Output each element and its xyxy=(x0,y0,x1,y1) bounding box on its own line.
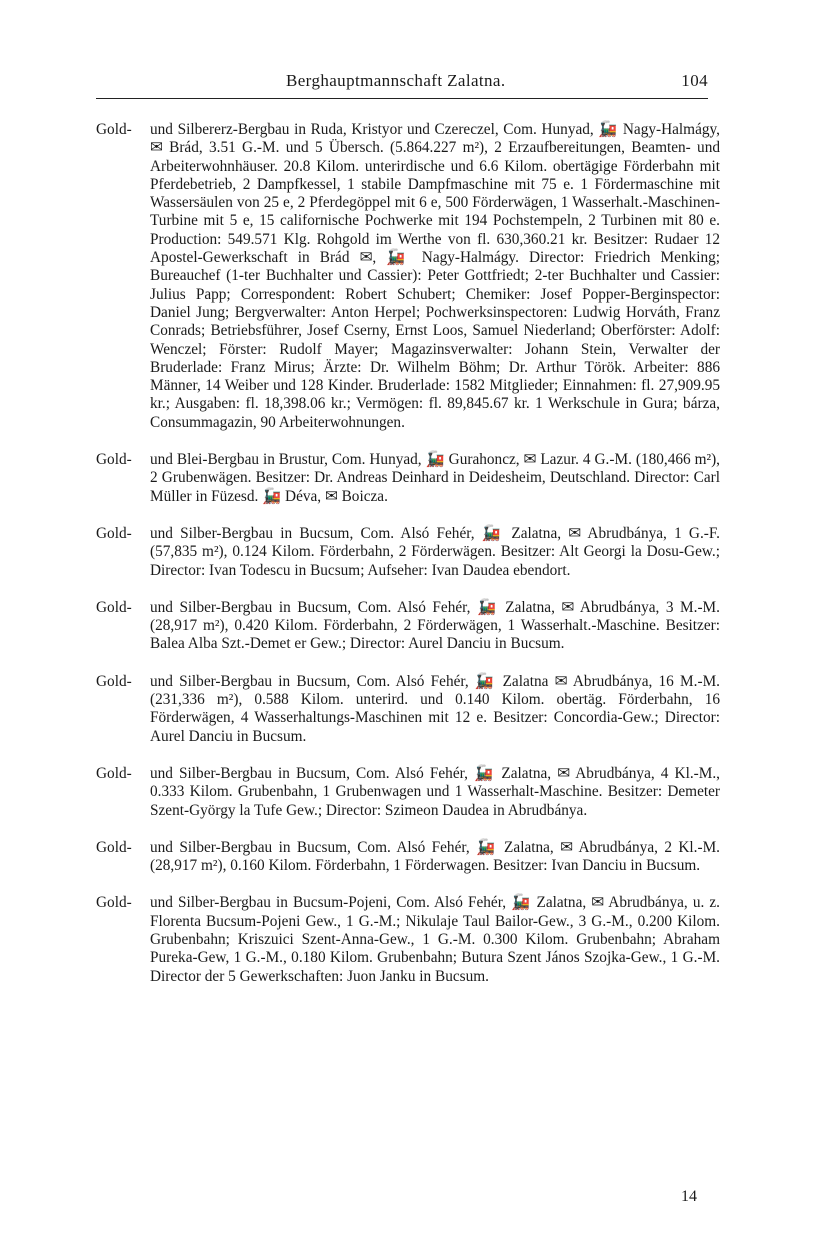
entry-lead: Gold- xyxy=(96,121,132,138)
entry-bucsum-pojeni xyxy=(96,894,720,985)
entry-text: und Silber-Bergbau in Bucsum, Com. Alsó Fehér, 🚂 Zalatna, ✉ Abrudbánya, 3 M.-M. (28,917 m²), 0.420 Kilom. Förderbahn, 2 Förderwägen, 1 Wasserhalt.-Maschine. Besitzer: Balea Alba Szt.-Demet er Gew.; Director: Aurel Danciu in Bucsum. xyxy=(150,598,720,653)
entry-bucsum-5 xyxy=(96,839,720,876)
entry-text: und Silber-Bergbau in Bucsum, Com. Alsó Fehér, 🚂 Zalatna, ✉ Abrudbánya, 1 G.-F. (57,835 m²), 0.124 Kilom. Förderbahn, 2 Förderwägen. Besitzer: Alt Georgi la Dosu-Gew.; Director: Ivan Todescu in Bucsum; Aufseher: Ivan Daudea ebendort. xyxy=(150,524,720,579)
page-number: 104 xyxy=(681,71,708,90)
entry-text: und Silber-Bergbau in Bucsum-Pojeni, Com. Alsó Fehér, 🚂 Zalatna, ✉ Abrudbánya, u. z. Florenta Bucsum-Pojeni Gew., 1 G.-M.; Nikulaje Taul Bailor-Gew., 3 G.-M., 0.200 Kilom. Grubenbahn; Kriszuici Szent-Anna-Gew., 1 G.-M. 0.300 Kilom. Grubenbahn; Abraham Pureka-Gew, 1 G.-M., 0.180 Kilom. Grubenbahn; Butura Szent János Szojka-Gew., 1 G.-M. Director der 5 Gewerkschaften: Juon Janku in Bucsum. xyxy=(150,894,720,985)
running-title: Berghauptmannschaft Zalatna. xyxy=(286,71,506,90)
entry-lead: Gold- xyxy=(96,524,132,542)
entry-bucsum-3 xyxy=(96,673,720,746)
entry-lead: Gold- xyxy=(96,838,132,856)
entry-lead: Gold- xyxy=(96,672,132,690)
entry-bucsum-2 xyxy=(96,599,720,654)
entry-lead: Gold- xyxy=(96,598,132,616)
entry-text: und Silbererz-Bergbau in Ruda, Kristyor und Czereczel, Com. Hunyad, 🚂 Nagy-Halmágy, ✉ Brád, 3.51 G.-M. und 5 Übersch. (5.864.227 m²), 2 Erzaufbereitungen, Beamten- und Arbeiterwohnhäuser. 20.8 Kilom. unterirdische und 6.6 Kilom. obertägige Förderbahn mit Pferdebetrieb, 2 Dampfkessel, 1 stabile Dampfmaschine mit 75 e. 1 Fördermaschine mit Wassersäulen von 25 e, 2 Pferdegöppel mit 6 e, 500 Förderwägen, 1 Wasserhalt.-Maschinen-Turbine mit 5 e, 15 californische Pochwerke mit 194 Pochstempeln, 2 Turbinen mit 80 e. Production: 549.571 Klg. Rohgold im Werthe von fl. 630,360.21 kr. Besitzer: Rudaer 12 Apostel-Gewerkschaft in Brád ✉, 🚂 Nagy-Halmágy. Director: Friedrich Menking; Bureauchef (1-ter Buchhalter und Cassier): Peter Gottfriedt; 2-ter Buchhalter und Cassier: Julius Papp; Correspondent: Robert Schubert; Chemiker: Josef Popper-Berginspector: Daniel Jung; Bergverwalter: Anton Herpel; Pochwerksinspectoren: Ludwig Horváth, Franz Conrads; Betriebsführer, Josef Cserny, Ernst Loos, Samuel Niederland; Oberförster: Adolf: Wenczel; Förster: Rudolf Mayer; Magazinsverwalter: Johann Stein, Verwalter der Bruderlade: Franz Mirus; Ärzte: Dr. Wilhelm Böhm; Dr. Arthur Török. Arbeiter: 886 Männer, 14 Weiber und 128 Kinder. Bruderlade: 1582 Mitglieder; Einnahmen: fl. 27,909.95 kr.; Ausgaben: fl. 18,398.06 kr.; Vermögen: fl. 89,845.67 kr. 1 Werkschule in Gura; bárza, Consummagazin, 90 Arbeiterwohnungen. xyxy=(150,121,720,431)
entry-bucsum-1 xyxy=(96,525,720,580)
entry-list xyxy=(96,121,720,1005)
printer-signature: 14 xyxy=(681,1188,697,1205)
entry-lead: Gold- xyxy=(96,894,132,912)
entry-ruda xyxy=(96,121,720,432)
entry-text: und Silber-Bergbau in Bucsum, Com. Alsó Fehér, 🚂 Zalatna, ✉ Abrudbánya, 4 Kl.-M., 0.333 Kilom. Grubenbahn, 1 Grubenwagen und 1 Wasserhalt-Maschine. Besitzer: Demeter Szent-György la Tufe Gew.; Director: Szimeon Daudea in Abrudbánya. xyxy=(150,764,720,819)
page-header xyxy=(96,62,708,99)
entry-bucsum-4 xyxy=(96,765,720,820)
entry-text: und Blei-Bergbau in Brustur, Com. Hunyad, 🚂 Gurahoncz, ✉ Lazur. 4 G.-M. (180,466 m²), 2 Grubenwägen. Besitzer: Dr. Andreas Deinhard in Deidesheim, Deutschland. Director: Carl Müller in Füzesd. 🚂 Déva, ✉ Boicza. xyxy=(150,451,720,505)
entry-lead: Gold- xyxy=(96,451,132,469)
entry-text: und Silber-Bergbau in Bucsum, Com. Alsó Fehér, 🚂 Zalatna ✉ Abrudbánya, 16 M.-M. (231,336 m²), 0.588 Kilom. unterird. und 0.140 Kilom. obertäg. Förderbahn, 16 Förderwägen, 4 Wasserhaltungs-Maschinen mit 12 e. Besitzer: Concordia-Gew.; Director: Aurel Danciu in Bucsum. xyxy=(150,672,720,745)
entry-brustur xyxy=(96,451,720,506)
entry-text: und Silber-Bergbau in Bucsum, Com. Alsó Fehér, 🚂 Zalatna, ✉ Abrudbánya, 2 Kl.-M. (28,917 m²), 0.160 Kilom. Förderbahn, 1 Förderwagen. Besitzer: Ivan Danciu in Bucsum. xyxy=(150,838,720,875)
entry-lead: Gold- xyxy=(96,764,132,782)
